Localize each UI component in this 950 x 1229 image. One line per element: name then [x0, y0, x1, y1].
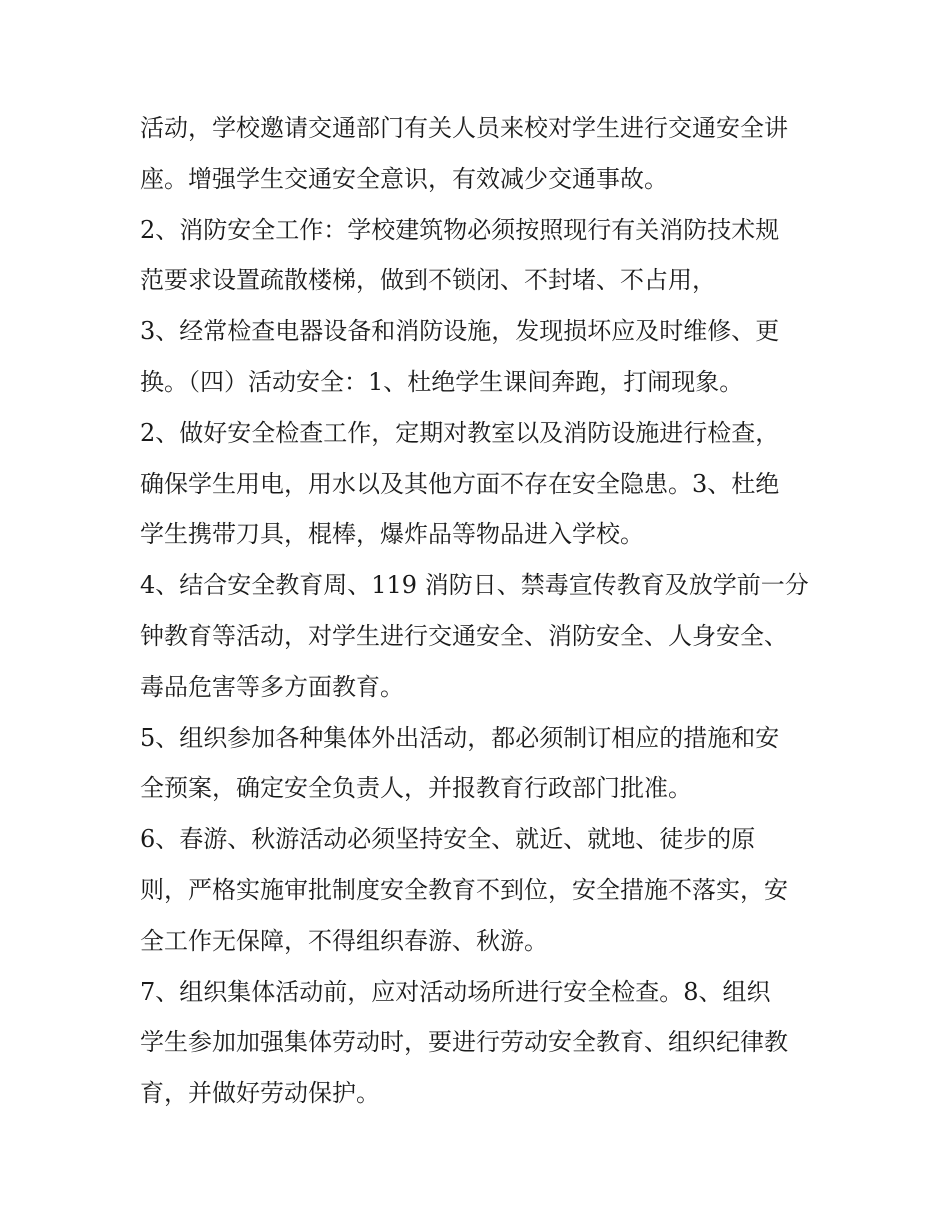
text-line: 6、春游、秋游活动必须坚持安全、就近、就地、徒步的原 [140, 825, 756, 854]
text-line: 学生参加加强集体劳动时，要进行劳动安全教育、组织纪律教 [140, 1028, 788, 1057]
text-line: 毒品危害等多方面教育。 [140, 672, 404, 701]
text-line: 确保学生用电，用水以及其他方面不存在安全隐患。3、杜绝 [140, 469, 780, 498]
text-line: 则，严格实施审批制度安全教育不到位，安全措施不落实，安 [140, 875, 788, 904]
text-line: 学生携带刀具，棍棒，爆炸品等物品进入学校。 [140, 520, 644, 549]
text-line: 7、组织集体活动前，应对活动场所进行安全检查。8、组织 [140, 977, 771, 1006]
text-line: 范要求设置疏散楼梯，做到不锁闭、不封堵、不占用， [140, 266, 716, 295]
text-line: 3、经常检查电器设备和消防设施，发现损坏应及时维修、更 [140, 317, 780, 346]
text-line: 育，并做好劳动保护。 [140, 1079, 380, 1108]
text-line: 全工作无保障，不得组织春游、秋游。 [140, 926, 548, 955]
text-line: 钟教育等活动，对学生进行交通安全、消防安全、人身安全、 [140, 621, 788, 650]
text-line: 4、结合安全教育周、119 消防日、禁毒宣传教育及放学前一分 [140, 571, 809, 600]
text-line: 2、做好安全检查工作，定期对教室以及消防设施进行检查， [140, 418, 780, 447]
text-line: 活动，学校邀请交通部门有关人员来校对学生进行交通安全讲 [140, 114, 788, 142]
document-body [140, 103, 820, 1119]
text-line: 座。增强学生交通安全意识，有效减少交通事故。 [140, 164, 668, 193]
text-line: 换。（四）活动安全：1、杜绝学生课间奔跑，打闹现象。 [140, 367, 744, 396]
text-line: 全预案，确定安全负责人，并报教育行政部门批准。 [140, 774, 692, 803]
text-line: 2、消防安全工作：学校建筑物必须按照现行有关消防技术规 [140, 215, 780, 244]
text-line: 5、组织参加各种集体外出活动，都必须制订相应的措施和安 [140, 723, 780, 752]
